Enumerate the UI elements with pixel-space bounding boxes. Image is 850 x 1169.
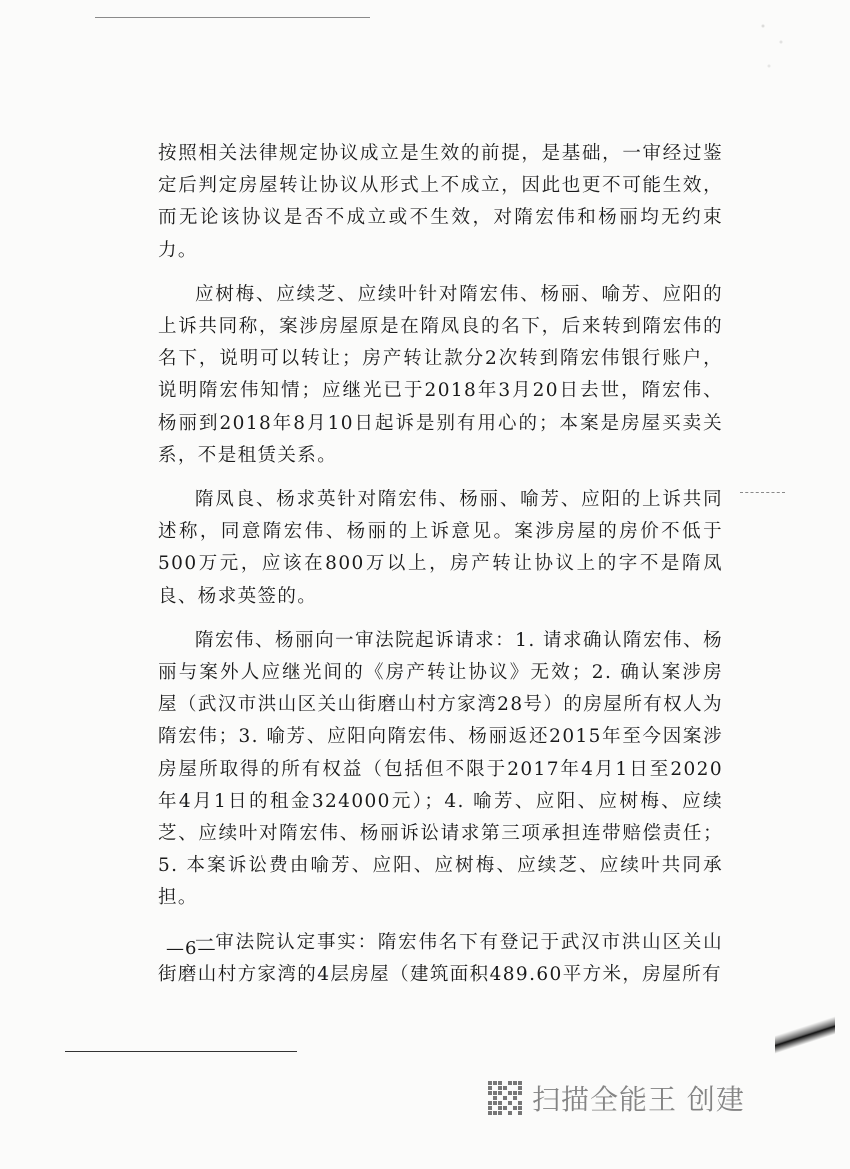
- paragraph-4: 隋宏伟、杨丽向一审法院起诉请求：1. 请求确认隋宏伟、杨丽与案外人应继光间的《房产转让协议》无效；2. 确认案涉房屋（武汉市洪山区关山街磨山村方家湾28号）的房屋所有权人为隋宏伟；3. 喻芳、应阳向隋宏伟、杨丽返还2015年至今因案涉房屋所取得的所有权益（包括但不限于2017年4月1日至2020年4月1日的租金324000元）；4. 喻芳、应阳、应树梅、应续芝、应续叶对隋宏伟、杨丽诉讼请求第三项承担连带赔偿责任；5. 本案诉讼费由喻芳、应阳、应树梅、应续芝、应续叶共同承担。: [158, 629, 723, 909]
- margin-dash-mark: [740, 492, 785, 494]
- paragraph-5: 一审法院认定事实：隋宏伟名下有登记于武汉市洪山区关山街磨山村方家湾的4层房屋（建筑面积489.60平方米，房屋所有: [158, 931, 723, 985]
- page-number: —6—: [166, 938, 217, 959]
- qr-code-icon: [488, 1081, 522, 1115]
- scan-edge-shadow: [775, 1016, 835, 1053]
- scan-corner-mark: [745, 10, 805, 90]
- watermark-text: 扫描全能王 创建: [532, 1083, 745, 1116]
- scanner-watermark: [488, 1078, 745, 1118]
- document-body: [158, 138, 723, 1003]
- top-rule: [95, 17, 370, 18]
- paragraph-2: 应树梅、应续芝、应续叶针对隋宏伟、杨丽、喻芳、应阳的上诉共同称，案涉房屋原是在隋凤良的名下，后来转到隋宏伟的名下，说明可以转让；房产转让款分2次转到隋宏伟银行账户，说明隋宏伟知情；应继光已于2018年3月20日去世，隋宏伟、杨丽到2018年8月10日起诉是别有用心的；本案是房屋买卖关系，不是租赁关系。: [158, 283, 723, 466]
- bottom-rule: [65, 1051, 297, 1052]
- paragraph-1: 按照相关法律规定协议成立是生效的前提，是基础，一审经过鉴定后判定房屋转让协议从形式上不成立，因此也更不可能生效，而无论该协议是否不成立或不生效，对隋宏伟和杨丽均无约束力。: [158, 143, 723, 261]
- paragraph-3: 隋凤良、杨求英针对隋宏伟、杨丽、喻芳、应阳的上诉共同述称，同意隋宏伟、杨丽的上诉意见。案涉房屋的房价不低于500万元，应该在800万以上，房产转让协议上的字不是隋凤良、杨求英签的。: [158, 489, 723, 607]
